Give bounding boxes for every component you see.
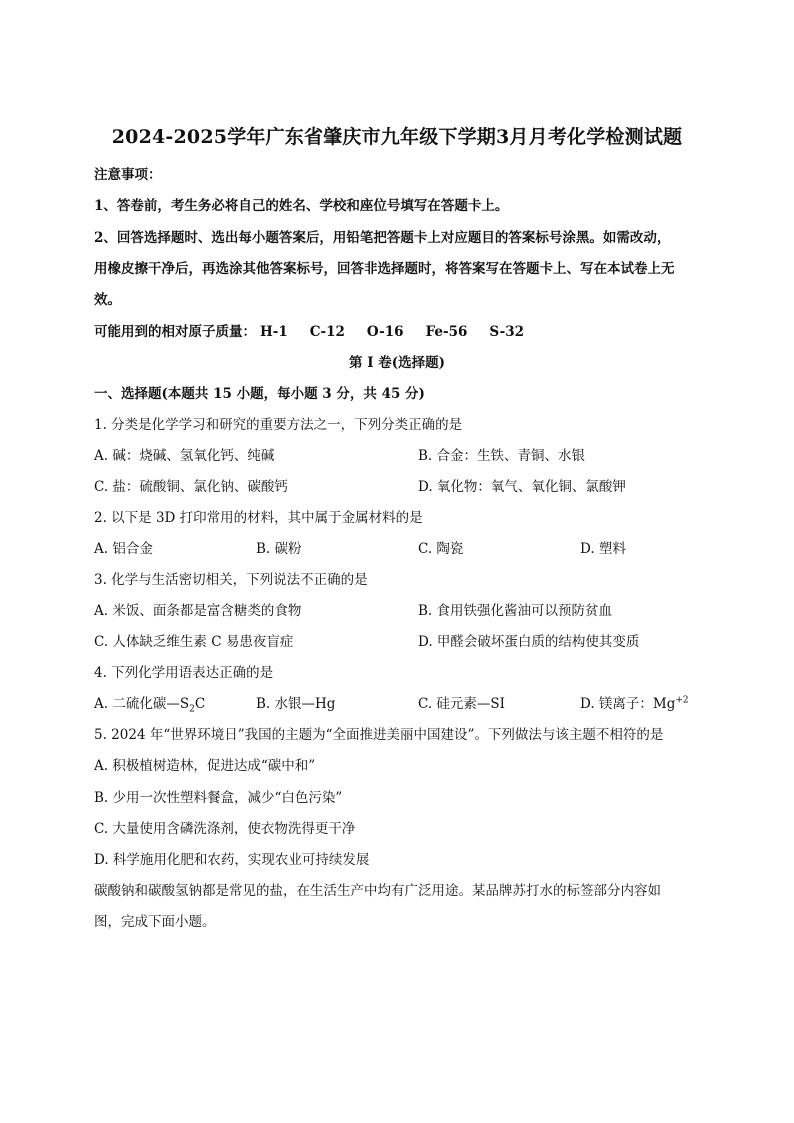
question-5-stem: 5. 2024 年“世界环境日”我国的主题为“全面推进美丽中国建设”。下列做法与该主题不相符的是 bbox=[94, 727, 664, 743]
question-2-stem: 2. 以下是 3D 打印常用的材料，其中属于金属材料的是 bbox=[94, 510, 423, 526]
question-4-stem: 4. 下列化学用语表达正确的是 bbox=[94, 665, 274, 681]
question-4-option-a-tail: C bbox=[194, 696, 206, 712]
question-1-option-a: A. 碱：烧碱、氢氧化钙、纯碱 bbox=[94, 448, 275, 464]
question-4-option-b: B. 水银—Hg bbox=[256, 696, 336, 712]
question-4-option-a bbox=[94, 692, 205, 715]
atomic-mass-line bbox=[94, 320, 546, 340]
notice-heading: 注意事项： bbox=[94, 167, 162, 183]
question-2-option-c: C. 陶瓷 bbox=[418, 541, 464, 557]
question-5-option-c: C. 大量使用含磷洗涤剂，使衣物洗得更干净 bbox=[94, 821, 356, 837]
question-5-option-d: D. 科学施用化肥和农药，实现农业可持续发展 bbox=[94, 852, 370, 868]
notice-item-2-line-2: 用橡皮擦干净后，再选涂其他答案标号，回答非选择题时，将答案写在答题卡上、写在本试卷上无 bbox=[94, 261, 675, 277]
question-1-stem: 1. 分类是化学学习和研究的重要方法之一，下列分类正确的是 bbox=[94, 417, 463, 433]
page-title: 2024-2025学年广东省肇庆市九年级下学期3月月考化学检测试题 bbox=[111, 126, 683, 148]
question-1-option-d: D. 氧化物：氧气、氧化铜、氯酸钾 bbox=[418, 479, 626, 495]
atomic-mass-o: O-16 bbox=[366, 324, 404, 340]
question-5-option-b: B. 少用一次性塑料餐盒，减少“白色污染” bbox=[94, 790, 343, 806]
question-1-option-c: C. 盐：硫酸铜、氯化钠、碳酸钙 bbox=[94, 479, 288, 495]
question-4-option-a-text: A. 二硫化碳—S bbox=[94, 696, 190, 712]
notice-item-2-line-3: 效。 bbox=[94, 292, 121, 308]
question-4-option-c: C. 硅元素—SI bbox=[418, 696, 506, 712]
question-2-option-b: B. 碳粉 bbox=[256, 541, 302, 557]
atomic-mass-s: S-32 bbox=[489, 324, 525, 340]
passage-line-2: 图，完成下面小题。 bbox=[94, 914, 216, 930]
question-3-option-c: C. 人体缺乏维生素 C 易患夜盲症 bbox=[94, 634, 294, 650]
question-2-option-a: A. 铝合金 bbox=[94, 541, 153, 557]
part1-heading: 一、选择题(本题共 15 小题，每小题 3 分，共 45 分) bbox=[94, 386, 425, 402]
question-4-option-d-text: D. 镁离子：Mg bbox=[580, 696, 676, 712]
question-3-option-a: A. 米饭、面条都是富含糖类的食物 bbox=[94, 603, 302, 619]
question-4-option-a-subscript: 2 bbox=[189, 704, 195, 715]
question-5-option-a: A. 积极植树造林，促进达成“碳中和” bbox=[94, 758, 316, 774]
notice-item-2-line-1: 2、回答选择题时、选出每小题答案后，用铅笔把答题卡上对应题目的答案标号涂黑。如需改动， bbox=[94, 230, 671, 246]
section-title: 第 I 卷(选择题) bbox=[349, 355, 445, 371]
question-2-option-d: D. 塑料 bbox=[580, 541, 626, 557]
notice-item-1: 1、答卷前，考生务必将自己的姓名、学校和座位号填写在答题卡上。 bbox=[94, 198, 509, 214]
atomic-mass-label: 可能用到的相对原子质量： bbox=[94, 324, 256, 340]
atomic-mass-c: C-12 bbox=[309, 324, 345, 340]
passage-line-1: 碳酸钠和碳酸氢钠都是常见的盐，在生活生产中均有广泛用途。某品牌苏打水的标签部分内容如 bbox=[94, 883, 661, 899]
question-1-option-b: B. 合金：生铁、青铜、水银 bbox=[418, 448, 586, 464]
question-3-option-b: B. 食用铁强化酱油可以预防贫血 bbox=[418, 603, 613, 619]
question-4-option-d bbox=[580, 692, 689, 712]
question-4-option-d-superscript: +2 bbox=[675, 695, 689, 706]
atomic-mass-h: H-1 bbox=[260, 324, 288, 340]
atomic-mass-fe: Fe-56 bbox=[425, 324, 468, 340]
question-3-stem: 3. 化学与生活密切相关，下列说法不正确的是 bbox=[94, 572, 368, 588]
question-3-option-d: D. 甲醛会破坏蛋白质的结构使其变质 bbox=[418, 634, 640, 650]
